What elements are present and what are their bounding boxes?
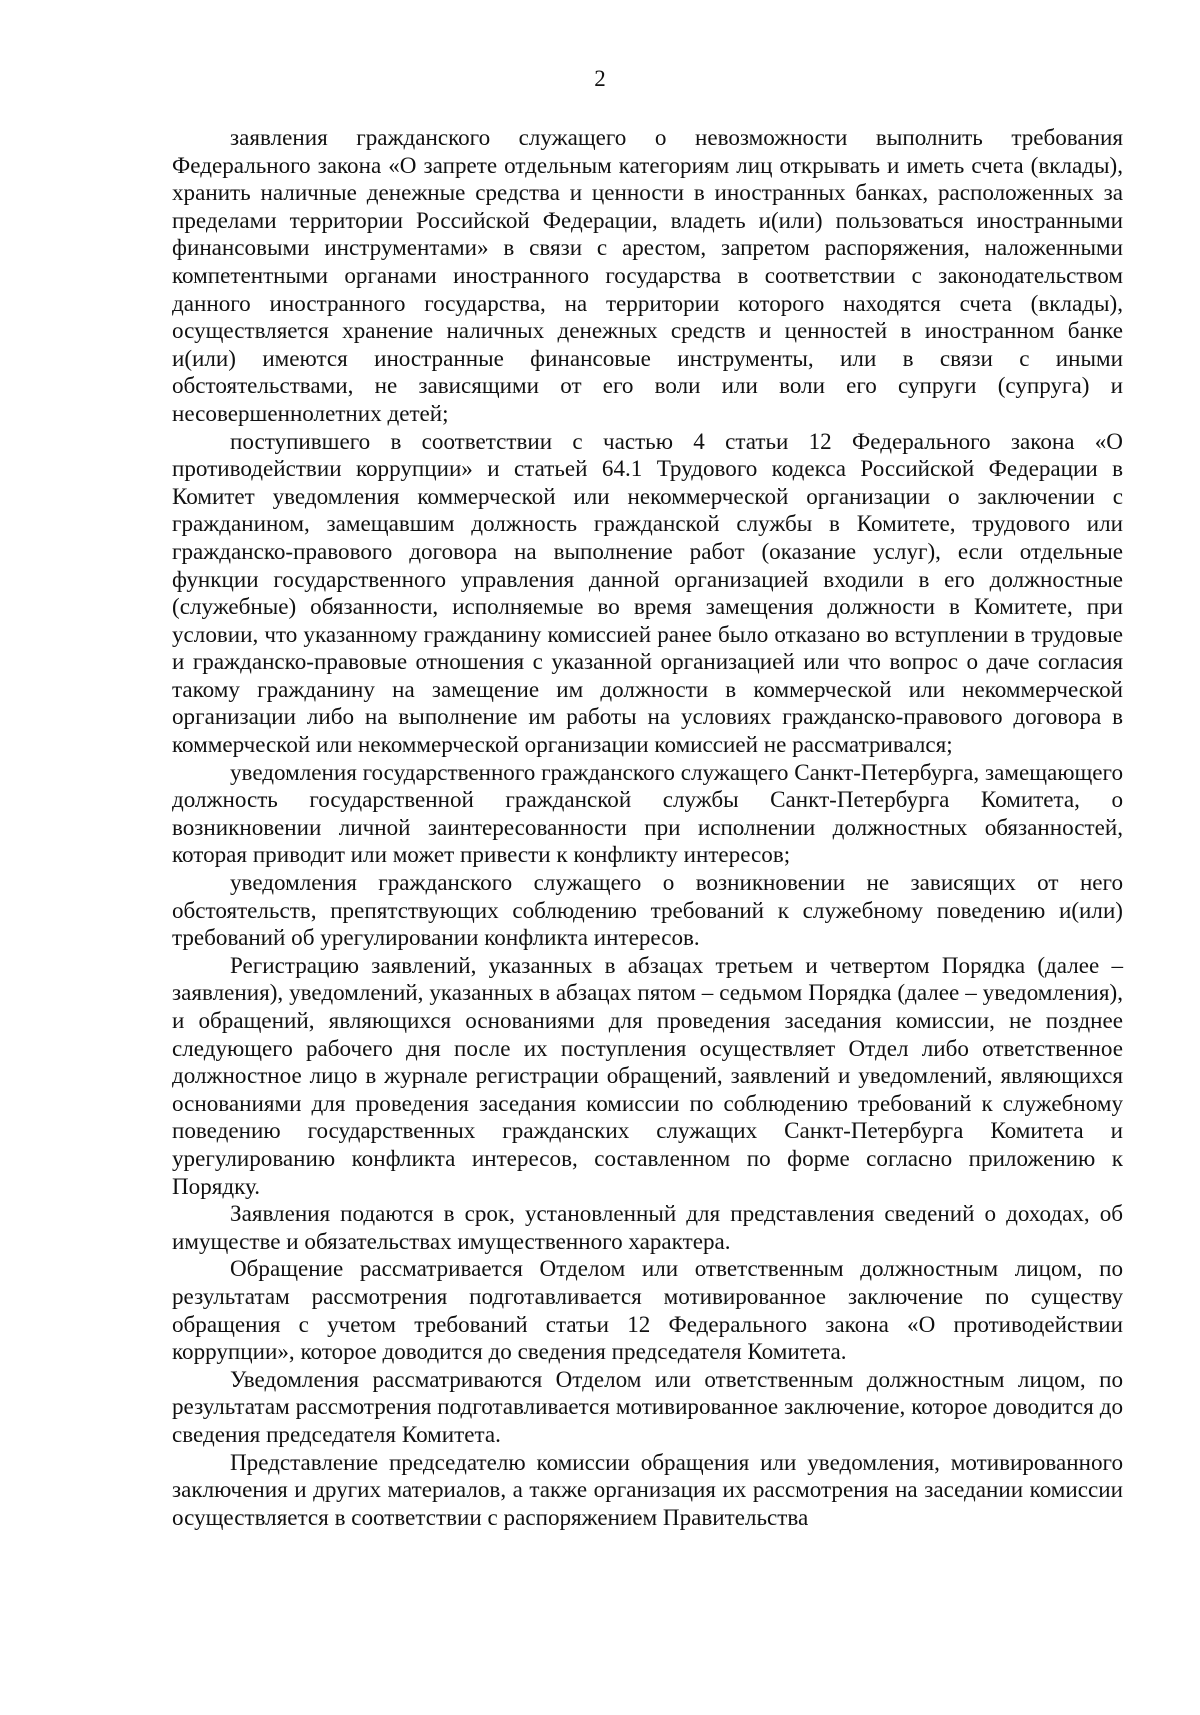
paragraph: заявления гражданского служащего о невозможности выполнить требования Федерального закона «О запрете отдельным категориям лиц открывать и иметь счета (вклады), хранить наличные денежные средства и ценности в иностранных банках, расположенных за пределами территории Российской Федерации, владеть и(или) пользоваться иностранными финансовыми инструментами» в связи с арестом, запретом распоряжения, наложенными компетентными органами иностранного государства в соответствии с законодательством данного иностранного государства, на территории которого находятся счета (вклады), осуществляется хранение наличных денежных средств и ценностей в иностранном банке и(или) имеются иностранные финансовые инструменты, или в связи с иными обстоятельствами, не зависящими от его воли или воли его супруги (супруга) и несовершеннолетних детей; bbox=[172, 124, 1123, 426]
paragraph: Представление председателю комиссии обращения или уведомления, мотивированного заключения и других материалов, а также организация их рассмотрения на заседании комиссии осуществляется в соответствии с распоряжением Правительства bbox=[172, 1448, 1123, 1530]
paragraph: поступившего в соответствии с частью 4 статьи 12 Федерального закона «О противодействии коррупции» и статьей 64.1 Трудового кодекса Российской Федерации в Комитет уведомления коммерческой или некоммерческой организации о заключении с гражданином, замещавшим должность гражданской службы в Комитете, трудового или гражданско-правового договора на выполнение работ (оказание услуг), если отдельные функции государственного управления данной организацией входили в его должностные (служебные) обязанности, исполняемые во время замещения должности в Комитете, при условии, что указанному гражданину комиссией ранее было отказано во вступлении в трудовые и гражданско-правовые отношения с указанной организацией или что вопрос о даче согласия такому гражданину на замещение им должности в коммерческой или некоммерческой организации либо на выполнение им работы на условиях гражданско-правового договора в коммерческой или некоммерческой организации комиссией не рассматривался; bbox=[172, 427, 1123, 758]
paragraph: уведомления государственного гражданского служащего Санкт-Петербурга, замещающего должность государственной гражданской службы Санкт-Петербурга Комитета, о возникновении личной заинтересованности при исполнении должностных обязанностей, которая приводит или может привести к конфликту интересов; bbox=[172, 758, 1123, 868]
paragraph: уведомления гражданского служащего о возникновении не зависящих от него обстоятельств, препятствующих соблюдению требований к служебному поведению и(или) требований об урегулировании конфликта интересов. bbox=[172, 869, 1123, 951]
paragraph: Регистрацию заявлений, указанных в абзацах третьем и четвертом Порядка (далее – заявления), уведомлений, указанных в абзацах пятом – седьмом Порядка (далее – уведомления), и обращений, являющихся основаниями для проведения заседания комиссии, не позднее следующего рабочего дня после их поступления осуществляет Отдел либо ответственное должностное лицо в журнале регистрации обращений, заявлений и уведомлений, являющихся основаниями для проведения заседания комиссии по соблюдению требований к служебному поведению государственных гражданских служащих Санкт-Петербурга Комитета и урегулированию конфликта интересов, составленном по форме согласно приложению к Порядку. bbox=[172, 951, 1123, 1199]
document-body bbox=[172, 124, 1123, 1531]
paragraph: Обращение рассматривается Отделом или ответственным должностным лицом, по результатам рассмотрения подготавливается мотивированное заключение по существу обращения с учетом требований статьи 12 Федерального закона «О противодействии коррупции», которое доводится до сведения председателя Комитета. bbox=[172, 1255, 1123, 1365]
paragraph: Уведомления рассматриваются Отделом или ответственным должностным лицом, по результатам рассмотрения подготавливается мотивированное заключение, которое доводится до сведения председателя Комитета. bbox=[172, 1365, 1123, 1447]
page-number: 2 bbox=[594, 66, 606, 91]
paragraph: Заявления подаются в срок, установленный для представления сведений о доходах, об имуществе и обязательствах имущественного характера. bbox=[172, 1200, 1123, 1254]
